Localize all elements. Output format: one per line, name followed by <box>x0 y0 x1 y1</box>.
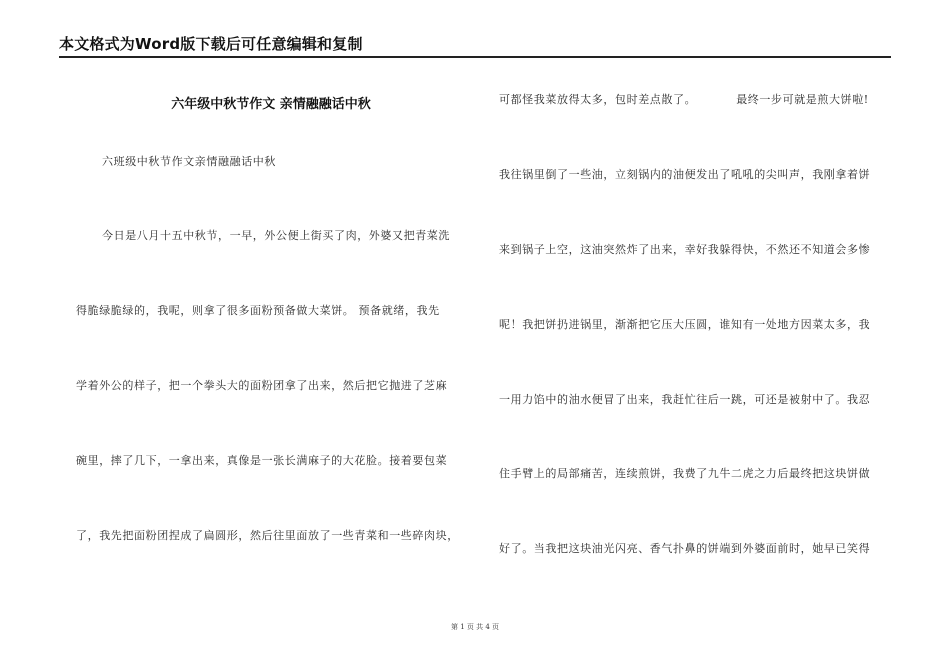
paragraph-line: 六班级中秋节作文亲情融融话中秋 <box>102 155 276 168</box>
paragraph-line: 碗里，摔了几下，一拿出来，真像是一张长满麻子的大花脸。接着要包菜 <box>76 454 448 467</box>
document-title: 六年级中秋节作文 亲情融融话中秋 <box>171 97 371 112</box>
paragraph-line: 好了。当我把这块油光闪亮、香气扑鼻的饼端到外婆面前时，她早已笑得 <box>499 542 871 555</box>
paragraph-line: 来到锅子上空，这油突然炸了出来，幸好我躲得快，不然还不知道会多惨 <box>499 243 871 256</box>
paragraph-line <box>499 93 889 107</box>
paragraph-line: 一用力馅中的油水便冒了出来，我赶忙往后一跳，可还是被射中了。我忍 <box>499 393 871 406</box>
download-banner: 本文格式为Word版下载后可任意编辑和复制 <box>59 35 363 53</box>
paragraph-line: 了，我先把面粉团捏成了扁圆形，然后往里面放了一些青菜和一些碎肉块， <box>76 529 459 542</box>
line-segment: 可都怪我菜放得太多，包时差点散了。 <box>499 93 697 106</box>
paragraph-line: 我往锅里倒了一些油，立刻锅内的油便发出了吼吼的尖叫声，我刚拿着饼 <box>499 168 871 181</box>
paragraph-line: 住手臂上的局部痛苦，连续煎饼，我费了九牛二虎之力后最终把这块饼做 <box>499 467 871 480</box>
line-segment: 最终一步可就是煎大饼啦! <box>736 93 869 106</box>
paragraph-line: 今日是八月十五中秋节，一早，外公便上街买了肉，外婆又把青菜洗 <box>102 229 450 242</box>
paragraph-line: 得脆绿脆绿的，我呢，则拿了很多面粉预备做大菜饼。 预备就绪，我先 <box>76 304 440 317</box>
paragraph-line: 学着外公的样子，把一个拳头大的面粉团拿了出来，然后把它抛进了芝麻 <box>76 379 448 392</box>
header-rule <box>59 56 891 58</box>
paragraph-line: 呢！我把饼扔进锅里，渐渐把它压大压圆，谁知有一处地方因菜太多，我 <box>499 318 871 331</box>
page-indicator: 第 1 页 共 4 页 <box>450 623 500 631</box>
